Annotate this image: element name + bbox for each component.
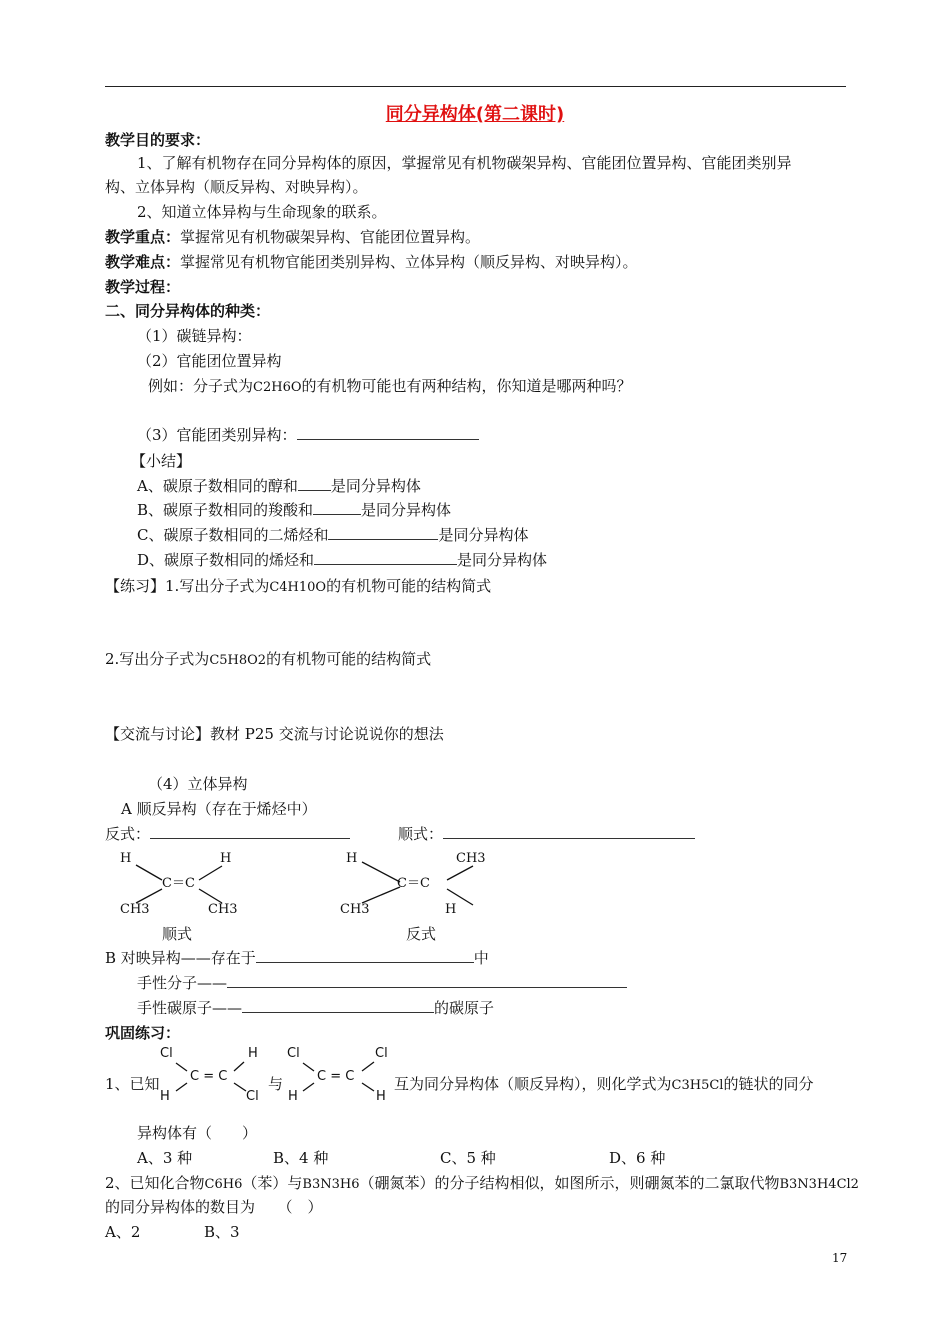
process-label: 教学过程：	[105, 278, 181, 296]
mol2-bond-br	[447, 889, 473, 905]
goal-1-line-a: 1、了解有机物存在同分异构体的原因，掌握常见有机物碳架异构、官能团位置异构、官能团类别异	[137, 154, 792, 172]
q2-line-1: 2、已知化合物C6H6（苯）与B3N3H6（硼氮苯）的分子结构相似，如图所示，则硼氮苯的二氯取代物B3N3H4Cl2	[105, 1174, 859, 1192]
summary-a: A、碳原子数相同的醇和 是同分异构体	[137, 477, 421, 495]
exercise-2: 2.写出分子式为C5H8O2的有机物可能的结构简式	[105, 650, 432, 668]
q1b-top-left: Cl	[287, 1046, 300, 1061]
q1b-bond-tr	[362, 1062, 374, 1071]
mol2-bond-bl	[362, 887, 400, 903]
consolidate-label: 巩固练习：	[105, 1024, 181, 1042]
mol1-bond-tl	[136, 865, 162, 880]
summary-label: 【小结】	[131, 452, 192, 470]
goal-label: 教学目的要求：	[105, 131, 211, 149]
q1a-top-left: Cl	[160, 1046, 173, 1061]
mol1-top-right: H	[220, 851, 232, 866]
q1-and: 与	[268, 1075, 284, 1093]
q1b-bond-tl	[303, 1063, 314, 1071]
mol2-double-bond: C＝C	[397, 876, 430, 891]
mol2-caption: 反式	[406, 925, 437, 943]
q1b-bond-bl	[303, 1083, 314, 1091]
mol2-bottom-left: CH3	[340, 902, 370, 917]
answer-blank[interactable]	[227, 973, 627, 988]
q1b-bottom-left: H	[288, 1089, 298, 1104]
summary-d: D、碳原子数相同的烯烃和 是同分异构体	[137, 551, 548, 569]
mol2-top-left: H	[346, 851, 358, 866]
item-class: （3）官能团类别异构：	[137, 425, 479, 445]
chiral-carbon: 手性碳原子—— 的碳原子	[137, 999, 495, 1017]
answer-blank[interactable]	[256, 948, 474, 963]
trans-definition: 反式：	[105, 824, 350, 844]
item-carbon-chain: （1）碳链异构：	[137, 327, 252, 345]
mol1-caption: 顺式	[162, 925, 193, 943]
q2-option-b[interactable]: B、3	[204, 1223, 240, 1241]
goal-1-line-b: 构、立体异构（顺反异构、对映异构）。	[105, 178, 368, 196]
q1a-bond-tr	[234, 1062, 244, 1071]
answer-blank[interactable]	[242, 998, 434, 1013]
page-title: 同分异构体(第二课时)	[385, 104, 565, 125]
difficult-point: 教学难点：掌握常见有机物官能团类别异构、立体异构（顺反异构、对映异构）。	[105, 253, 638, 271]
key-point: 教学重点：掌握常见有机物碳架异构、官能团位置异构。	[105, 228, 481, 246]
goal-2: 2、知道立体异构与生命现象的联系。	[137, 203, 387, 221]
item-stereo: （4）立体异构	[148, 775, 248, 793]
mol1-bond-br	[199, 889, 222, 903]
enantiomer-line: B 对映异构——存在于 中	[105, 949, 489, 967]
q1-option-c[interactable]: C、5 种	[440, 1149, 496, 1167]
q1a-bottom-right: Cl	[246, 1089, 259, 1104]
item-position: （2）官能团位置异构	[137, 352, 282, 370]
q1b-bottom-right: H	[376, 1089, 386, 1104]
mol1-bond-bl	[136, 889, 162, 903]
q2-line-2: 的同分异构体的数目为 （ ）	[105, 1198, 323, 1216]
q1b-double-bond: C = C	[317, 1069, 355, 1084]
discussion: 【交流与讨论】教材 P25 交流与讨论说说你的想法	[105, 725, 444, 743]
mol1-double-bond: C＝C	[162, 876, 195, 891]
q1a-bond-br	[234, 1083, 246, 1091]
q1a-bond-tl	[176, 1063, 187, 1071]
q1-option-a[interactable]: A、3 种	[137, 1149, 193, 1167]
section-2-heading: 二、同分异构体的种类：	[105, 302, 271, 320]
cis-trans-heading: A 顺反异构（存在于烯烃中）	[121, 800, 317, 818]
q1a-bottom-left: H	[160, 1089, 170, 1104]
example-line: 例如：分子式为C2H6O的有机物可能也有两种结构，你知道是哪两种吗？	[148, 377, 632, 395]
q1-text: 互为同分异构体（顺反异构），则化学式为C3H5Cl的链状的同分	[394, 1075, 814, 1093]
q1a-double-bond: C = C	[190, 1069, 228, 1084]
q1-prefix: 1、已知	[105, 1075, 160, 1093]
mol2-top-right: CH3	[456, 851, 486, 866]
q1-option-d[interactable]: D、6 种	[609, 1149, 666, 1167]
mol1-top-left: H	[120, 851, 132, 866]
mol2-bond-tr	[447, 866, 473, 880]
chiral-molecule: 手性分子——	[137, 973, 627, 993]
summary-b: B、碳原子数相同的羧酸和 是同分异构体	[137, 501, 452, 519]
q1b-top-right: Cl	[375, 1046, 388, 1061]
mol1-bottom-left: CH3	[120, 902, 150, 917]
summary-c: C、碳原子数相同的二烯烃和 是同分异构体	[137, 526, 529, 544]
mol1-bond-tr	[199, 866, 222, 880]
q1a-bond-bl	[176, 1083, 187, 1091]
mol2-bond-tl	[362, 862, 400, 882]
mol2-bottom-right: H	[445, 902, 457, 917]
exercise-1: 【练习】1.写出分子式为C4H10O的有机物可能的结构简式	[105, 577, 492, 595]
q1-line-2: 异构体有（ ）	[137, 1124, 258, 1142]
cis-definition: 顺式：	[398, 824, 695, 844]
q1a-top-right: H	[248, 1046, 258, 1061]
mol1-bottom-right: CH3	[208, 902, 238, 917]
page-number: 17	[832, 1251, 848, 1265]
q2-option-a[interactable]: A、2	[105, 1223, 141, 1241]
q1b-bond-br	[362, 1083, 374, 1091]
q1-option-b[interactable]: B、4 种	[273, 1149, 329, 1167]
